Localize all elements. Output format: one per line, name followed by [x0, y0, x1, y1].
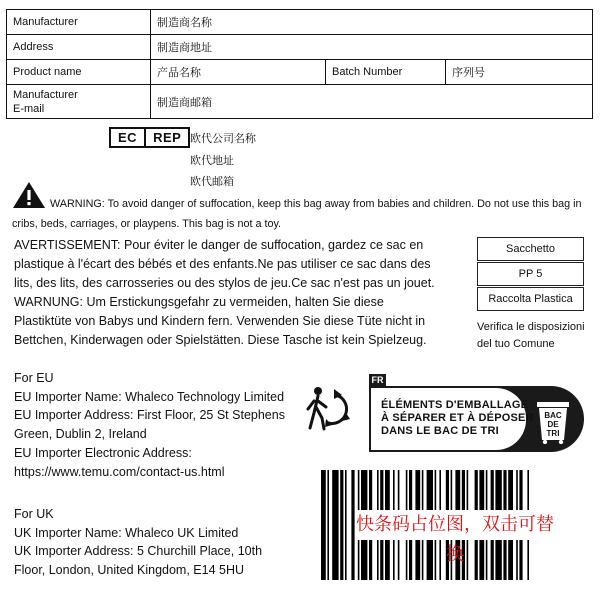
fr-warning-line3: lits, des lits, des carrosseries ou des stylos de jeu.Ce sac n'est pas un jouet.	[14, 276, 435, 290]
sorting-bin-icon	[536, 398, 570, 442]
ec-rep-company: 欧代公司名称	[190, 133, 256, 145]
bin-line1: BAC	[544, 411, 562, 420]
email-label-line1: Manufacturer	[13, 88, 78, 101]
triman-fr-label: FR	[369, 374, 386, 386]
triman-line1: ÉLÉMENTS D'EMBALLAGE	[381, 399, 529, 411]
ec-rep-address: 欧代地址	[190, 154, 234, 167]
manufacturer-value: 制造商名称	[151, 10, 593, 35]
email-label-line2: E-mail	[13, 102, 45, 115]
ec-rep-email: 欧代邮箱	[190, 176, 234, 188]
uk-importer-address-line2: Floor, London, United Kingdom, E14 5HU	[14, 563, 244, 578]
bin-line2: DE	[547, 420, 559, 429]
triman-icon	[306, 383, 350, 441]
fr-warning-line1: AVERTISSEMENT: Pour éviter le danger de suffocation, gardez ce sac en	[14, 238, 424, 252]
eu-importer-address-line1: EU Importer Address: First Floor, 25 St Stephens	[14, 408, 285, 423]
batch-number-value: 序列号	[446, 60, 593, 85]
batch-number-label: Batch Number	[326, 60, 446, 85]
email-value: 制造商邮箱	[151, 85, 593, 119]
de-warning-line2: Plastiktüte von Babys und Kindern fern. Verwenden Sie diese Tüte nicht in	[14, 314, 426, 328]
recycling-box-pp5: PP 5	[477, 262, 584, 286]
eu-importer-address-line2: Green, Dublin 2, Ireland	[14, 427, 147, 442]
fr-warning-line2: plastique à l'écart des bébés et des enfants.Ne pas utiliser ce sac dans des	[14, 257, 431, 271]
uk-importer-block	[14, 505, 262, 580]
address-label: Address	[7, 35, 151, 60]
de-warning-line3: Bettchen, Kinderwagen oder Spielstätten. Diese Tasche ist kein Spielzeug.	[14, 333, 427, 347]
warning-triangle-icon	[12, 181, 46, 215]
rep-label: REP	[153, 130, 182, 145]
warning-text: WARNING: To avoid danger of suffocation, keep this bag away from babies and children. Do not use this bag in cribs, beds, carriages, or playpens. This bag is not a toy.	[12, 198, 582, 230]
ec-rep-symbol	[109, 127, 190, 148]
recycling-box-raccolta: Raccolta Plastica	[477, 287, 584, 311]
ec-label: EC	[111, 129, 146, 146]
eu-importer-electronic-label: EU Importer Electronic Address:	[14, 445, 192, 460]
uk-importer-name: UK Importer Name: Whaleco UK Limited	[14, 525, 239, 540]
address-value: 制造商地址	[151, 35, 593, 60]
recycling-box-sacchetto: Sacchetto	[477, 237, 584, 261]
de-warning-line1: WARNUNG: Um Erstickungsgefahr zu vermeiden, halten Sie diese	[14, 295, 384, 309]
eu-importer-name: EU Importer Name: Whaleco Technology Limited	[14, 389, 285, 404]
product-name-value: 产品名称	[151, 60, 326, 85]
manufacturer-label: Manufacturer	[7, 10, 151, 35]
triman-text	[381, 399, 534, 438]
eu-importer-block	[14, 369, 285, 481]
manufacturer-info-table	[6, 9, 593, 119]
recycling-note	[477, 319, 597, 353]
recycling-note-line1: Verifica le disposizioni	[477, 321, 585, 333]
barcode-placeholder-text: 快条码占位图，双击可替换	[355, 510, 555, 540]
uk-importer-address-line1: UK Importer Address: 5 Churchill Place, 10th	[14, 544, 263, 559]
uk-heading: For UK	[14, 507, 54, 521]
triman-line3: DANS LE BAC DE TRI	[381, 425, 499, 437]
triman-line2: À SÉPARER ET À DÉPOSER	[381, 412, 534, 424]
recycling-note-line2: del tuo Comune	[477, 338, 555, 350]
eu-importer-url: https://www.temu.com/contact-us.html	[14, 464, 225, 479]
eu-heading: For EU	[14, 371, 54, 385]
multilingual-warning	[14, 236, 454, 350]
product-name-label: Product name	[7, 60, 151, 85]
bin-line3: TRI	[546, 429, 560, 438]
warning-text-block	[12, 181, 596, 233]
email-label	[7, 85, 151, 119]
